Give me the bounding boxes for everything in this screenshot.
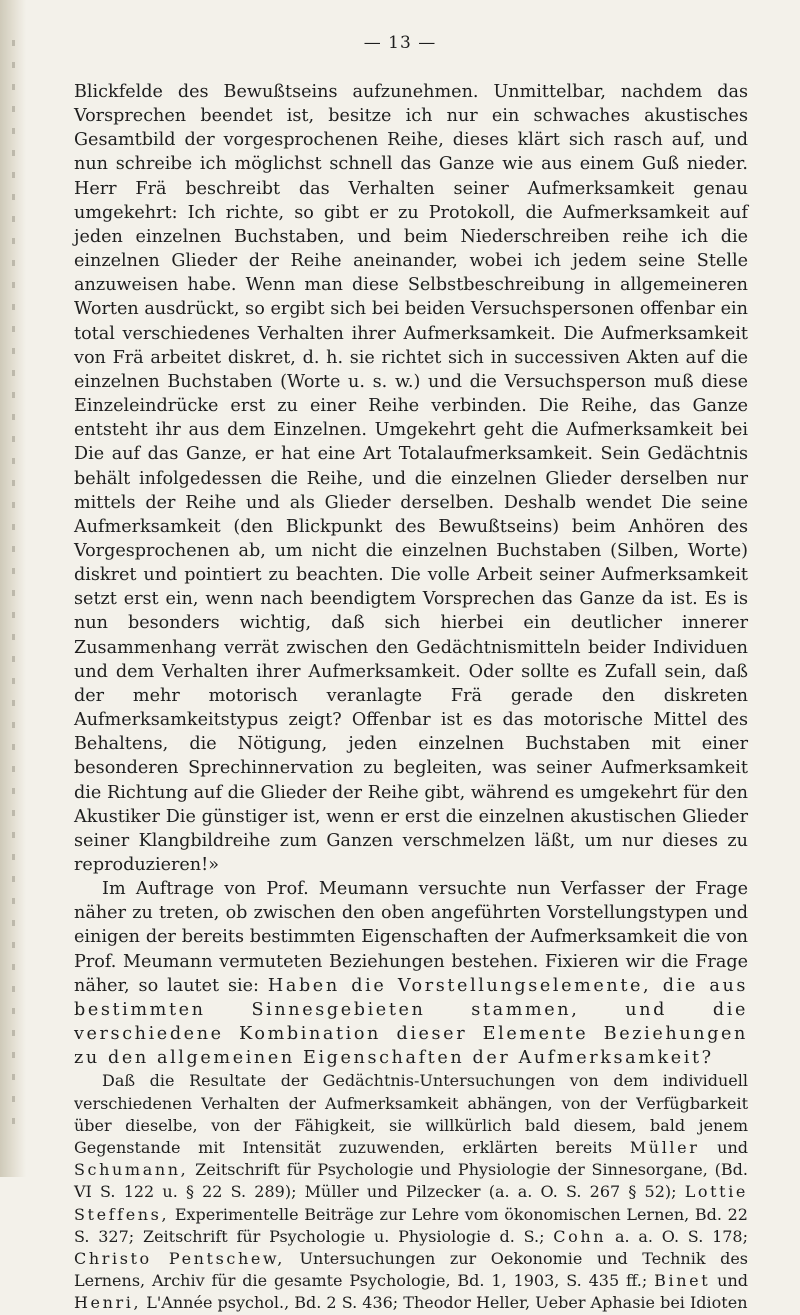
author-name: Lottie Steffens, bbox=[74, 1182, 748, 1224]
paragraph-3-text: und bbox=[717, 1138, 748, 1158]
paragraph-3 bbox=[74, 1070, 748, 1314]
author-name: Schumann, bbox=[74, 1160, 189, 1180]
paragraph-3-text: Daß die Resultate der Gedächtnis-Untersuchungen von dem individuell verschiedenen Verhalten der Aufmerksamkeit abhängen, von der Verfügbarkeit über dieselbe, von der Fähigkeit, sie willkürlich bald diesem, bald jenem Gegenstande mit Intensität zuzuwenden, erklärten bereits bbox=[74, 1071, 748, 1158]
paragraph-2 bbox=[74, 877, 748, 1070]
paragraph-3-text: Zeitschrift für Psychologie und Physiologie der Sinnesorgane, (Bd. VI S. 122 u. § 22 S. 289); Müller und Pilzecker (a. a. O. S. 267 § 52); bbox=[74, 1160, 748, 1202]
paragraph-3-text: Experimentelle Beiträge zur Lehre vom ökonomischen Lernen, Bd. 22 S. 327; Zeitschrift für Psychologie u. Physiologie d. S.; bbox=[74, 1204, 748, 1246]
author-name: Müller bbox=[629, 1138, 700, 1158]
paragraph-2-text: Im Auftrage von Prof. Meumann versuchte nun Verfasser der Frage näher zu treten, ob zwischen den oben angeführten Vorstellungstypen und einigen der bereits bestimmten Eigenschaften der Aufmerksamkeit die von Prof. Meumann vermuteten Beziehungen bestehen. Fixieren wir die Frage näher, so lautet sie: bbox=[74, 879, 748, 996]
page-body bbox=[74, 80, 748, 1315]
paragraph-3-text: a. a. O. S. 178; bbox=[614, 1226, 748, 1246]
page-number: — 13 — bbox=[363, 33, 437, 53]
paragraph-3-text: Untersuchungen zur Oekonomie und Technik des Lernens, Archiv für die gesamte Psychologie, Bd. 1, 1903, S. 435 ff.; bbox=[74, 1249, 748, 1291]
research-question: Haben die Vorstellungselemente, die aus bestimmten Sinnesgebieten stammen, und die verschiedene Kombination dieser Elemente Beziehungen zu den allgemeinen Eigenschaften der Aufmerksamkeit? bbox=[74, 975, 749, 1069]
binding-edge-marks bbox=[12, 40, 15, 1140]
author-name: Binet bbox=[654, 1271, 711, 1291]
author-name: Henri, bbox=[74, 1293, 142, 1313]
paragraph-1 bbox=[74, 80, 748, 877]
author-name: Cohn bbox=[553, 1226, 607, 1246]
paragraph-3-text: und bbox=[717, 1271, 748, 1291]
author-name: Christo Pentschew, bbox=[74, 1249, 285, 1269]
paragraph-3-text: L'Année psychol., Bd. 2 S. 436; Theodor Heller, Ueber Aphasie bei Idioten bbox=[146, 1293, 748, 1313]
binding-gutter bbox=[0, 0, 26, 1177]
paragraph-1-text: Blickfelde des Bewußtseins aufzunehmen. Unmittelbar, nachdem das Vorsprechen beendet ist, besitze ich nur ein schwaches akustisches Gesamtbild der vorgesprochenen Reihe, dieses klärt sich rasch auf, und nun schreibe ich möglichst schnell das Ganze wie aus einem Guß nieder. Herr Frä beschreibt das Verhalten seiner Aufmerksamkeit genau umgekehrt: Ich richte, so gibt er zu Protokoll, die Aufmerksamkeit auf jeden einzelnen Buchstaben, und beim Niederschreiben reihe ich die einzelnen Glieder der Reihe aneinander, wobei ich jedem seine Stelle anzuweisen habe. Wenn man diese Selbstbeschreibung in allgemeineren Worten ausdrückt, so ergibt sich bei beiden Versuchspersonen offenbar ein total verschiedenes Verhalten ihrer Aufmerksamkeit. Die Aufmerksamkeit von Frä arbeitet diskret, d. h. sie richtet sich in successiven Akten auf die einzelnen Buchstaben (Worte u. s. w.) und die Versuchsperson muß diese Einzeleindrücke erst zu einer Reihe verbinden. Die Reihe, das Ganze entsteht ihr aus dem Einzelnen. Umgekehrt geht die Aufmerksamkeit bei Die auf das Ganze, er hat eine Art Totalaufmerksamkeit. Sein Gedächtnis behält infolgedessen die Reihe, und die einzelnen Glieder derselben nur mittels der Reihe und als Glieder derselben. Deshalb wendet Die seine Aufmerksamkeit (den Blickpunkt des Bewußtseins) beim Anhören des Vorgesprochenen ab, um nicht die einzelnen Buchstaben (Silben, Worte) diskret und pointiert zu beachten. Die volle Arbeit seiner Aufmerksamkeit setzt erst ein, wenn nach beendigtem Vorsprechen das Ganze da ist. Es is nun besonders wichtig, daß sich hierbei ein deutlicher innerer Zusammenhang verrät zwischen den Gedächtnismitteln beider Individuen und dem Verhalten ihrer Aufmerksamkeit. Oder sollte es Zufall sein, daß der mehr motorisch veranlagte Frä gerade den diskreten Aufmerksamkeitstypus zeigt? Offenbar ist es das motorische Mittel des Behaltens, die Nötigung, jeden einzelnen Buchstaben mit einer besonderen Sprechinnervation zu begleiten, was seiner Aufmerksamkeit die Richtung auf die Glieder der Reihe gibt, während es umgekehrt für den Akustiker Die günstiger ist, wenn er erst die einzelnen akustischen Glieder seiner Klangbildreihe zum Ganzen verschmelzen läßt, um nur dieses zu reproduzieren!» bbox=[74, 82, 748, 875]
